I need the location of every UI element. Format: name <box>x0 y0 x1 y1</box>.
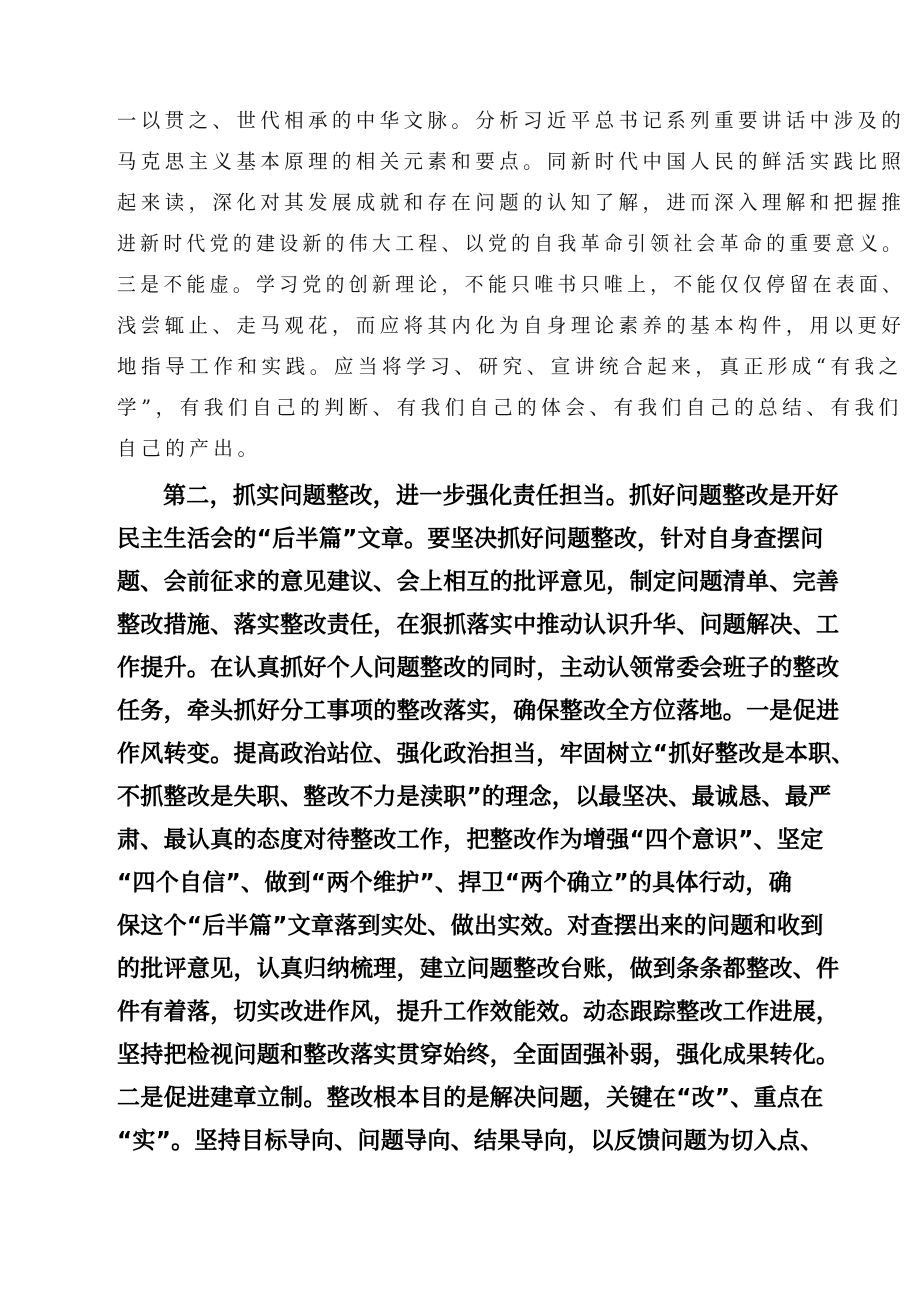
text-line: 马克思主义基本原理的相关元素和要点。同新时代中国人民的鲜活实践比照 <box>117 150 906 173</box>
text-line: “实”。坚持目标导向、问题导向、结果导向，以反馈问题为切入点、 <box>117 1128 824 1154</box>
text-line: 整改措施、落实整改责任，在狠抓落实中推动认识升华、问题解决、工 <box>117 612 840 638</box>
text-line: 三是不能虚。学习党的创新理论，不能只唯书只唯上，不能仅仅停留在表面、 <box>117 273 906 296</box>
text-line: 任务，牵头抓好分工事项的整改落实，确保整改全方位落地。一是促进 <box>117 698 840 724</box>
text-line: 浅尝辄止、走马观花，而应将其内化为自身理论素养的基本构件，用以更好 <box>117 314 906 337</box>
text-line: 不抓整改是失职、整改不力是渎职”的理念，以最坚决、最诚恳、最严 <box>117 784 832 810</box>
text-line: 作风转变。提高政治站位、强化政治担当，牢固树立“抓好整改是本职、 <box>117 741 855 767</box>
text-line: 的批评意见，认真归纳梳理，建立问题整改台账，做到条条都整改、件 <box>117 956 840 982</box>
text-line: 学”，有我们自己的判断、有我们自己的体会、有我们自己的总结、有我们 <box>117 396 903 419</box>
text-line: 一以贯之、世代相承的中华文脉。分析习近平总书记系列重要讲话中涉及的 <box>117 109 906 132</box>
text-line: 坚持把检视问题和整改落实贯穿始终，全面固强补弱，强化成果转化。 <box>117 1042 840 1068</box>
text-line: 民主生活会的“后半篇”文章。要坚决抓好问题整改，针对自身查摆问 <box>117 526 824 552</box>
text-line: 第二，抓实问题整改，进一步强化责任担当。抓好问题整改是开好 <box>163 483 839 509</box>
text-line: 肃、最认真的态度对待整改工作，把整改作为增强“四个意识”、坚定 <box>117 827 824 853</box>
text-line: 题、会前征求的意见建议、会上相互的批评意见，制定问题清单、完善 <box>117 569 840 595</box>
text-line: 进新时代党的建设新的伟大工程、以党的自我革命引领社会革命的重要意义。 <box>117 232 906 255</box>
text-line: 起来读，深化对其发展成就和存在问题的认知了解，进而深入理解和把握推 <box>117 191 906 214</box>
text-line: 二是促进建章立制。整改根本目的是解决问题，关键在“改”、重点在 <box>117 1085 824 1111</box>
text-line: 作提升。在认真抓好个人问题整改的同时，主动认领常委会班子的整改 <box>117 655 840 681</box>
text-line: 地指导工作和实践。应当将学习、研究、宣讲统合起来，真正形成“有我之 <box>117 355 903 378</box>
text-line: “四个自信”、做到“两个维护”、捍卫“两个确立”的具体行动，确 <box>117 870 792 896</box>
text-line: 件有着落，切实改进作风，提升工作效能效。动态跟踪整改工作进展， <box>117 999 840 1025</box>
text-line: 保这个“后半篇”文章落到实处、做出实效。对查摆出来的问题和收到 <box>117 913 824 939</box>
text-line: 自己的产出。 <box>117 437 262 460</box>
